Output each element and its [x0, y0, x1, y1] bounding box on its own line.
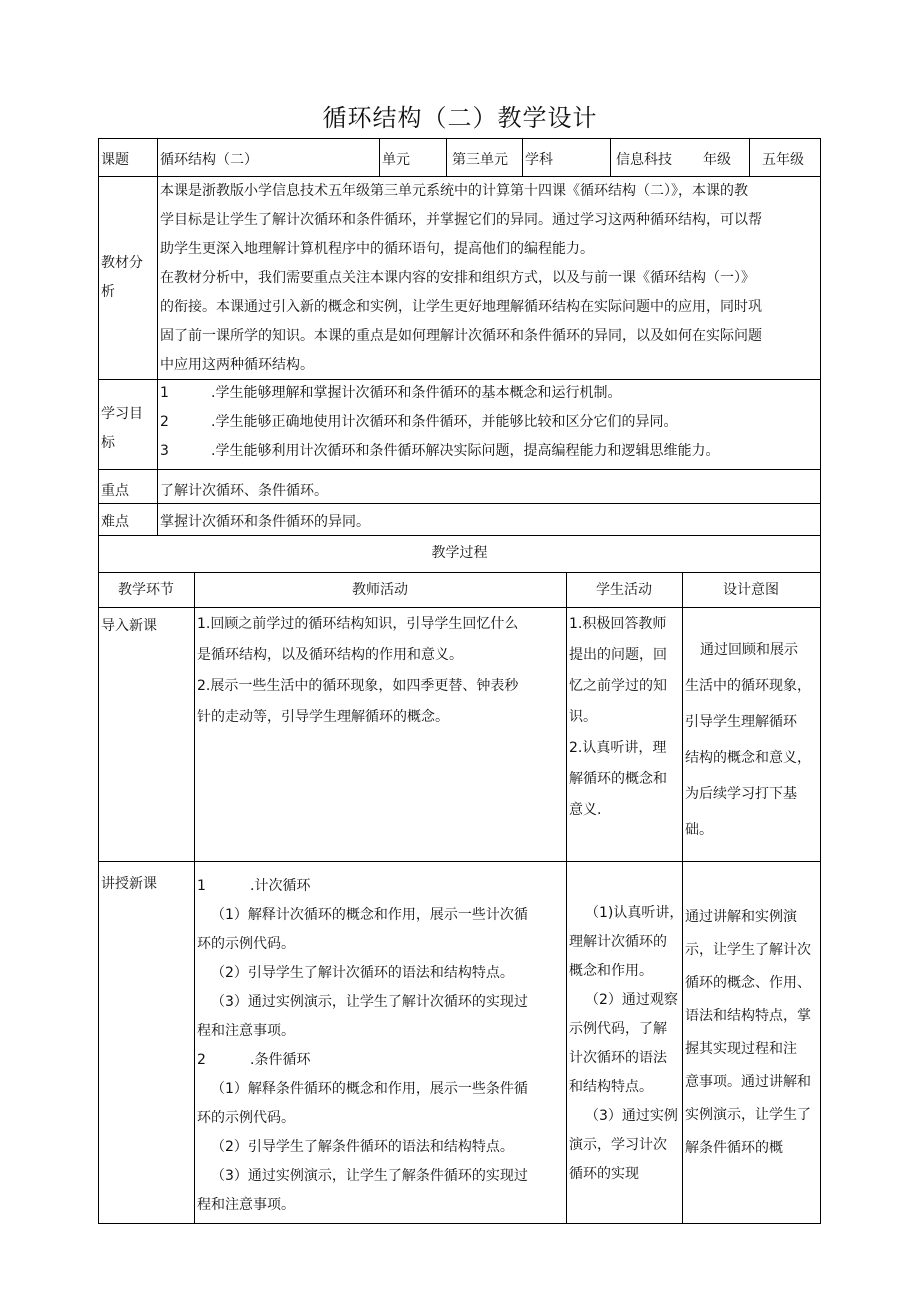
intro-student-line: 提出的问题，回 [569, 647, 667, 663]
lecture-teacher-line: 程和注意事项。 [197, 1023, 295, 1039]
objective-text: .学生能够理解和掌握计次循环和条件循环的基本概念和运行机制。 [211, 385, 622, 401]
section-title: .计次循环 [250, 878, 311, 894]
analysis-label: 教材分析 [101, 255, 143, 300]
intro-student-line: 解循环的概念和 [569, 771, 667, 787]
intro-teacher-line: 针的走动等，引导学生理解循环的概念。 [197, 709, 449, 725]
subject-value: 信息科技 [616, 152, 672, 168]
analysis-line: 在教材分析中，我们需要重点关注本课内容的安排和组织方式，以及与前一课《循环结构（一）》 [160, 270, 755, 286]
intro-design-line: 结构的概念和意义， [685, 750, 811, 766]
intro-design-line: 通过回顾和展示 [700, 642, 798, 658]
lecture-design-line: 解条件循环的概 [685, 1140, 783, 1156]
column-header-design: 设计意图 [723, 582, 779, 598]
column-header-student: 学生活动 [596, 582, 652, 598]
lecture-student-line: 示例代码，了解 [569, 1021, 667, 1037]
intro-stage: 导入新课 [101, 618, 157, 634]
course-value: 循环结构（二） [160, 152, 258, 168]
analysis-line: 中应用这两种循环结构。 [160, 357, 314, 373]
intro-student-line: 忆之前学过的知 [569, 678, 667, 694]
process-title: 教学过程 [431, 545, 488, 561]
lecture-teacher-line: （1）解释计次循环的概念和作用，展示一些计次循 [211, 907, 528, 923]
objective-number: 1 [160, 385, 169, 401]
unit-value: 第三单元 [452, 152, 508, 168]
unit-label: 单元 [382, 152, 410, 168]
analysis-line: 本课是浙教版小学信息技术五年级第三单元系统中的计算第十四课《循环结构（二）》，本课的教 [160, 183, 748, 199]
analysis-line: 助学生更深入地理解计算机程序中的循环语句，提高他们的编程能力。 [160, 241, 594, 257]
objective-number: 3 [160, 443, 169, 459]
analysis-line: 学目标是让学生了解计次循环和条件循环，并掌握它们的异同。通过学习这两种循环结构，可以帮 [160, 212, 762, 228]
page-title: 循环结构（二）教学设计 [322, 104, 598, 132]
column-header-stage: 教学环节 [118, 582, 174, 598]
analysis-line: 固了前一课所学的知识。本课的重点是如何理解计次循环和条件循环的异同，以及如何在实际问题 [160, 328, 762, 344]
intro-teacher-line: 2.展示一些生活中的循环现象，如四季更替、钟表秒 [197, 678, 519, 694]
section-number: 1 [197, 878, 206, 894]
lecture-student-line: （3）通过实例 [585, 1108, 678, 1124]
lecture-student-line: 概念和作用。 [569, 963, 653, 979]
grade-label: 年级 [703, 152, 731, 168]
lecture-teacher-line: （3）通过实例演示，让学生了解条件循环的实现过 [211, 1168, 528, 1184]
column-header-teacher: 教师活动 [352, 582, 408, 598]
section-number: 2 [197, 1052, 206, 1068]
lecture-stage: 讲授新课 [101, 876, 157, 892]
lecture-design-line: 通过讲解和实例演 [685, 909, 797, 925]
section-title: .条件循环 [250, 1052, 311, 1068]
intro-student-line: 意义. [569, 802, 602, 818]
grade-value: 五年级 [762, 152, 804, 168]
lecture-teacher-line: （3）通过实例演示，让学生了解计次循环的实现过 [211, 994, 528, 1010]
lecture-teacher-line: 环的示例代码。 [197, 936, 295, 952]
objective-text: .学生能够正确地使用计次循环和条件循环，并能够比较和区分它们的异同。 [211, 414, 678, 430]
intro-student-line: 1.积极回答教师 [569, 616, 667, 632]
objectives-label: 学习目标 [101, 406, 143, 451]
lecture-teacher-line: 程和注意事项。 [197, 1197, 295, 1213]
lecture-student-line: （2）通过观察 [585, 992, 678, 1008]
lecture-design-line: 实例演示，让学生了 [685, 1107, 811, 1123]
difficulty-value: 掌握计次循环和条件循环的异同。 [160, 514, 370, 530]
lecture-teacher-line: （2）引导学生了解计次循环的语法和结构特点。 [211, 965, 514, 981]
lecture-student-line: 理解计次循环的 [569, 934, 667, 950]
lecture-design-line: 示，让学生了解计次 [685, 942, 811, 958]
intro-student-line: 2.认真听讲，理 [569, 740, 667, 756]
lecture-design-line: 意事项。通过讲解和 [685, 1074, 811, 1090]
intro-teacher-line: 1.回顾之前学过的循环结构知识，引导学生回忆什么 [197, 616, 519, 632]
course-label: 课题 [101, 152, 129, 168]
analysis-line: 的衔接。本课通过引入新的概念和实例，让学生更好地理解循环结构在实际问题中的应用，同时巩 [160, 299, 762, 315]
intro-teacher-line: 是循环结构，以及循环结构的作用和意义。 [197, 647, 463, 663]
lecture-student-line: 和结构特点。 [569, 1079, 653, 1095]
difficulty-label: 难点 [101, 514, 129, 530]
objective-number: 2 [160, 414, 169, 430]
intro-design-line: 础。 [685, 822, 713, 838]
lecture-teacher-line: （2）引导学生了解条件循环的语法和结构特点。 [211, 1139, 514, 1155]
lecture-student-line: 计次循环的语法 [569, 1050, 667, 1066]
lecture-student-line: 演示，学习计次 [569, 1137, 667, 1153]
lecture-design-line: 握其实现过程和注 [685, 1041, 797, 1057]
lecture-teacher-line: （1）解释条件循环的概念和作用，展示一些条件循 [211, 1081, 528, 1097]
lecture-design-line: 循环的概念、作用、 [685, 975, 811, 991]
lecture-teacher-line: 环的示例代码。 [197, 1110, 295, 1126]
key-point-label: 重点 [101, 483, 129, 499]
intro-design-line: 生活中的循环现象， [685, 678, 811, 694]
key-point-value: 了解计次循环、条件循环。 [160, 483, 328, 499]
lecture-student-line: （1)认真听讲， [585, 905, 684, 921]
intro-student-line: 识。 [569, 709, 597, 725]
lecture-design-line: 语法和结构特点，掌 [685, 1008, 811, 1024]
intro-design-line: 引导学生理解循环 [685, 714, 797, 730]
subject-label: 学科 [525, 152, 553, 168]
intro-design-line: 为后续学习打下基 [685, 786, 797, 802]
objective-text: .学生能够利用计次循环和条件循环解决实际问题，提高编程能力和逻辑思维能力。 [211, 443, 720, 459]
lecture-student-line: 循环的实现 [569, 1166, 639, 1182]
